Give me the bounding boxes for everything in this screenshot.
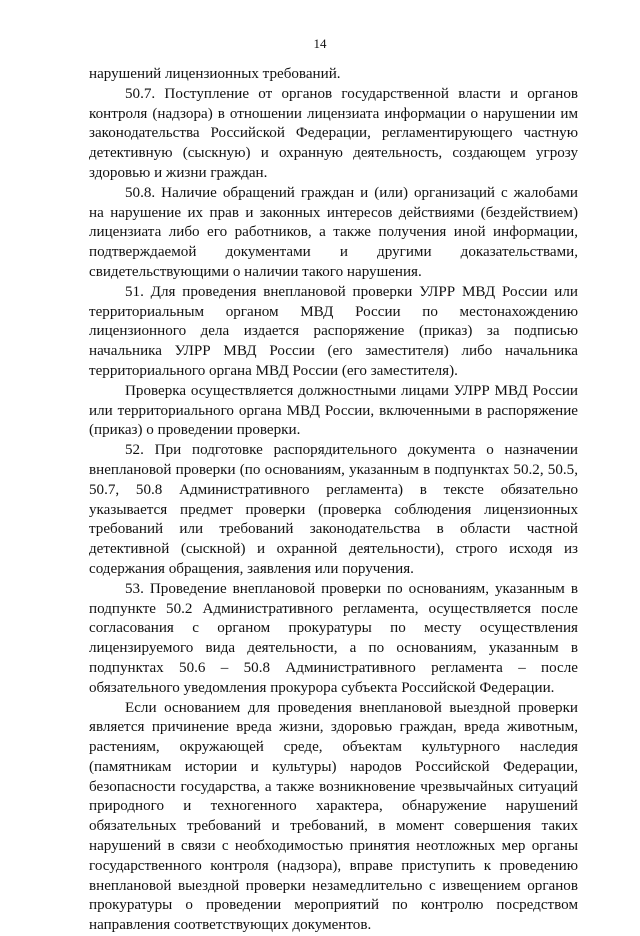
paragraph-51: 51. Для проведения внеплановой проверки УЛРР МВД России или территориальным органом МВД России по местонахождению лицензионного дела издается распоряжение (приказ) за подписью начальника УЛРР МВД России (его заместителя) либо начальника территориального органа МВД России (его заместителя). bbox=[89, 283, 578, 382]
page-number: 14 bbox=[0, 36, 640, 52]
paragraph-50-7: 50.7. Поступление от органов государственной власти и органов контроля (надзора) в отношении лицензиата информации о нарушении им законодательства Российской Федерации, регламентирующего частную детективную (сыскную) и охранную деятельность, создающем угрозу здоровью и жизни граждан. bbox=[89, 85, 578, 184]
document-body bbox=[89, 65, 578, 936]
paragraph-53-urgent: Если основанием для проведения внеплановой выездной проверки является причинение вреда жизни, здоровью граждан, вреда животным, растениям, окружающей среде, объектам культурного наследия (памятникам истории и культуры) народов Российской Федерации, безопасности государства, а также возникновение чрезвычайных ситуаций природного и техногенного характера, обнаружение нарушений обязательных требований и требований, в момент совершения таких нарушений в связи с необходимостью принятия неотложных мер органы государственного контроля (надзора), вправе приступить к проведению внеплановой выездной проверки незамедлительно с извещением органов прокуратуры о проведении мероприятий по контролю посредством направления соответствующих документов. bbox=[89, 699, 578, 936]
paragraph-51-inspection: Проверка осуществляется должностными лицами УЛРР МВД России или территориального органа МВД России, включенными в распоряжение (приказ) о проведении проверки. bbox=[89, 382, 578, 441]
paragraph-continuation: нарушений лицензионных требований. bbox=[89, 65, 578, 85]
paragraph-52: 52. При подготовке распорядительного документа о назначении внеплановой проверки (по основаниям, указанным в подпунктах 50.2, 50.5, 50.7, 50.8 Административного регламента) в тексте обязательно указывается предмет проверки (проверка соблюдения лицензионных требований или требований законодательства в области частной детективной (сыскной) и охранной деятельности), строго исходя из содержания обращения, заявления или поручения. bbox=[89, 441, 578, 580]
paragraph-53: 53. Проведение внеплановой проверки по основаниям, указанным в подпункте 50.2 Административного регламента, осуществляется после согласования с органом прокуратуры по месту осуществления лицензируемого вида деятельности, а по основаниям, указанным в подпунктах 50.6 – 50.8 Административного регламента – после обязательного уведомления прокурора субъекта Российской Федерации. bbox=[89, 580, 578, 699]
paragraph-50-8: 50.8. Наличие обращений граждан и (или) организаций с жалобами на нарушение их прав и законных интересов действиями (бездействием) лицензиата либо его работников, а также получения иной информации, подтверждаемой документами и другими доказательствами, свидетельствующими о наличии такого нарушения. bbox=[89, 184, 578, 283]
